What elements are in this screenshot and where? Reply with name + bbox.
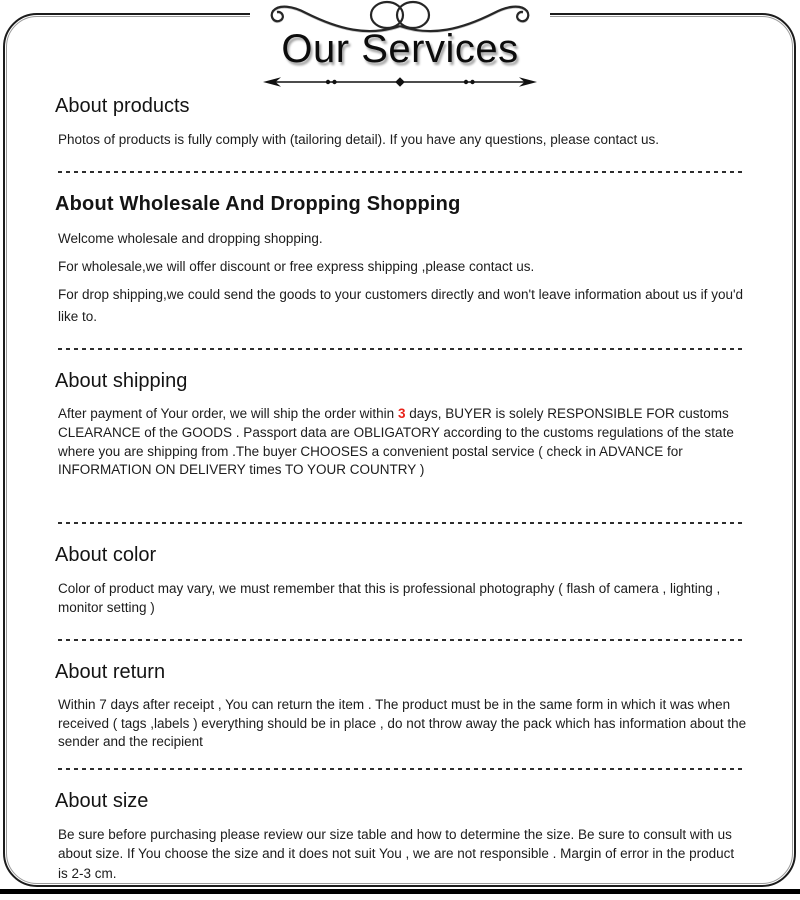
dashed-divider: [58, 522, 744, 524]
dashed-divider: [58, 171, 744, 173]
section-about-size: [55, 789, 747, 884]
section-about-return: [55, 660, 747, 752]
dashed-divider: [58, 348, 744, 350]
section-heading: About size: [55, 789, 149, 812]
section-paragraph: Within 7 days after receipt , You can return the item . The product must be in the same form in which it was when received ( tags ,labels ) everything should be in place , do not throw away the pack which has information about the sender and the recipient: [58, 697, 747, 750]
section-paragraph: Color of product may vary, we must remember that this is professional photography ( flash of camera , lighting , monitor setting ): [58, 580, 721, 616]
section-heading: About shipping: [55, 370, 188, 393]
shipping-text-after: days, BUYER is solely RESPONSIBLE FOR customs CLEARANCE of the GOODS . Passport data are OBLIGATORY according to the customs regulations of the state where you are shipping from .The buyer CHOOSES a convenient postal service ( check in ADVANCE for INFORMATION ON DELIVERY times TO YOUR COUNTRY ): [58, 406, 734, 478]
dashed-divider: [58, 768, 744, 770]
section-about-products: [55, 94, 747, 150]
shipping-days-highlight: 3: [397, 406, 406, 422]
section-heading: About return: [55, 661, 166, 684]
bottom-black-bar: [0, 889, 800, 894]
section-paragraph: Be sure before purchasing please review our size table and how to determine the size. Be sure to consult with us about size. If You choose the size and it does not suit You , we are not responsible . Margin of error in the product is 2-3 cm.: [58, 826, 735, 882]
title-divider: [262, 75, 538, 94]
section-about-color: [55, 543, 747, 618]
section-paragraph: Photos of products is fully comply with (tailoring detail). If you have any questions, please contact us.: [58, 132, 660, 147]
section-paragraph: Welcome wholesale and dropping shopping.: [58, 230, 323, 246]
section-heading: About color: [55, 543, 157, 566]
page-title: Our Services: [281, 27, 519, 71]
section-paragraph: For wholesale,we will offer discount or free express shipping ,please contact us.: [58, 258, 535, 274]
section-paragraph: For drop shipping,we could send the goods to your customers directly and won't leave information about us if you'd like to.: [58, 286, 744, 324]
double-ended-arrow-line-icon: [262, 75, 538, 89]
services-content: [55, 94, 747, 890]
section-heading: About Wholesale And Dropping Shopping: [55, 192, 461, 215]
shipping-text-before: After payment of Your order, we will ship the order within: [58, 406, 398, 422]
section-paragraph: [55, 405, 747, 480]
section-about-shipping: [55, 369, 747, 480]
dashed-divider: [58, 639, 744, 641]
section-heading: About products: [55, 95, 190, 117]
section-about-wholesale: [55, 192, 747, 327]
